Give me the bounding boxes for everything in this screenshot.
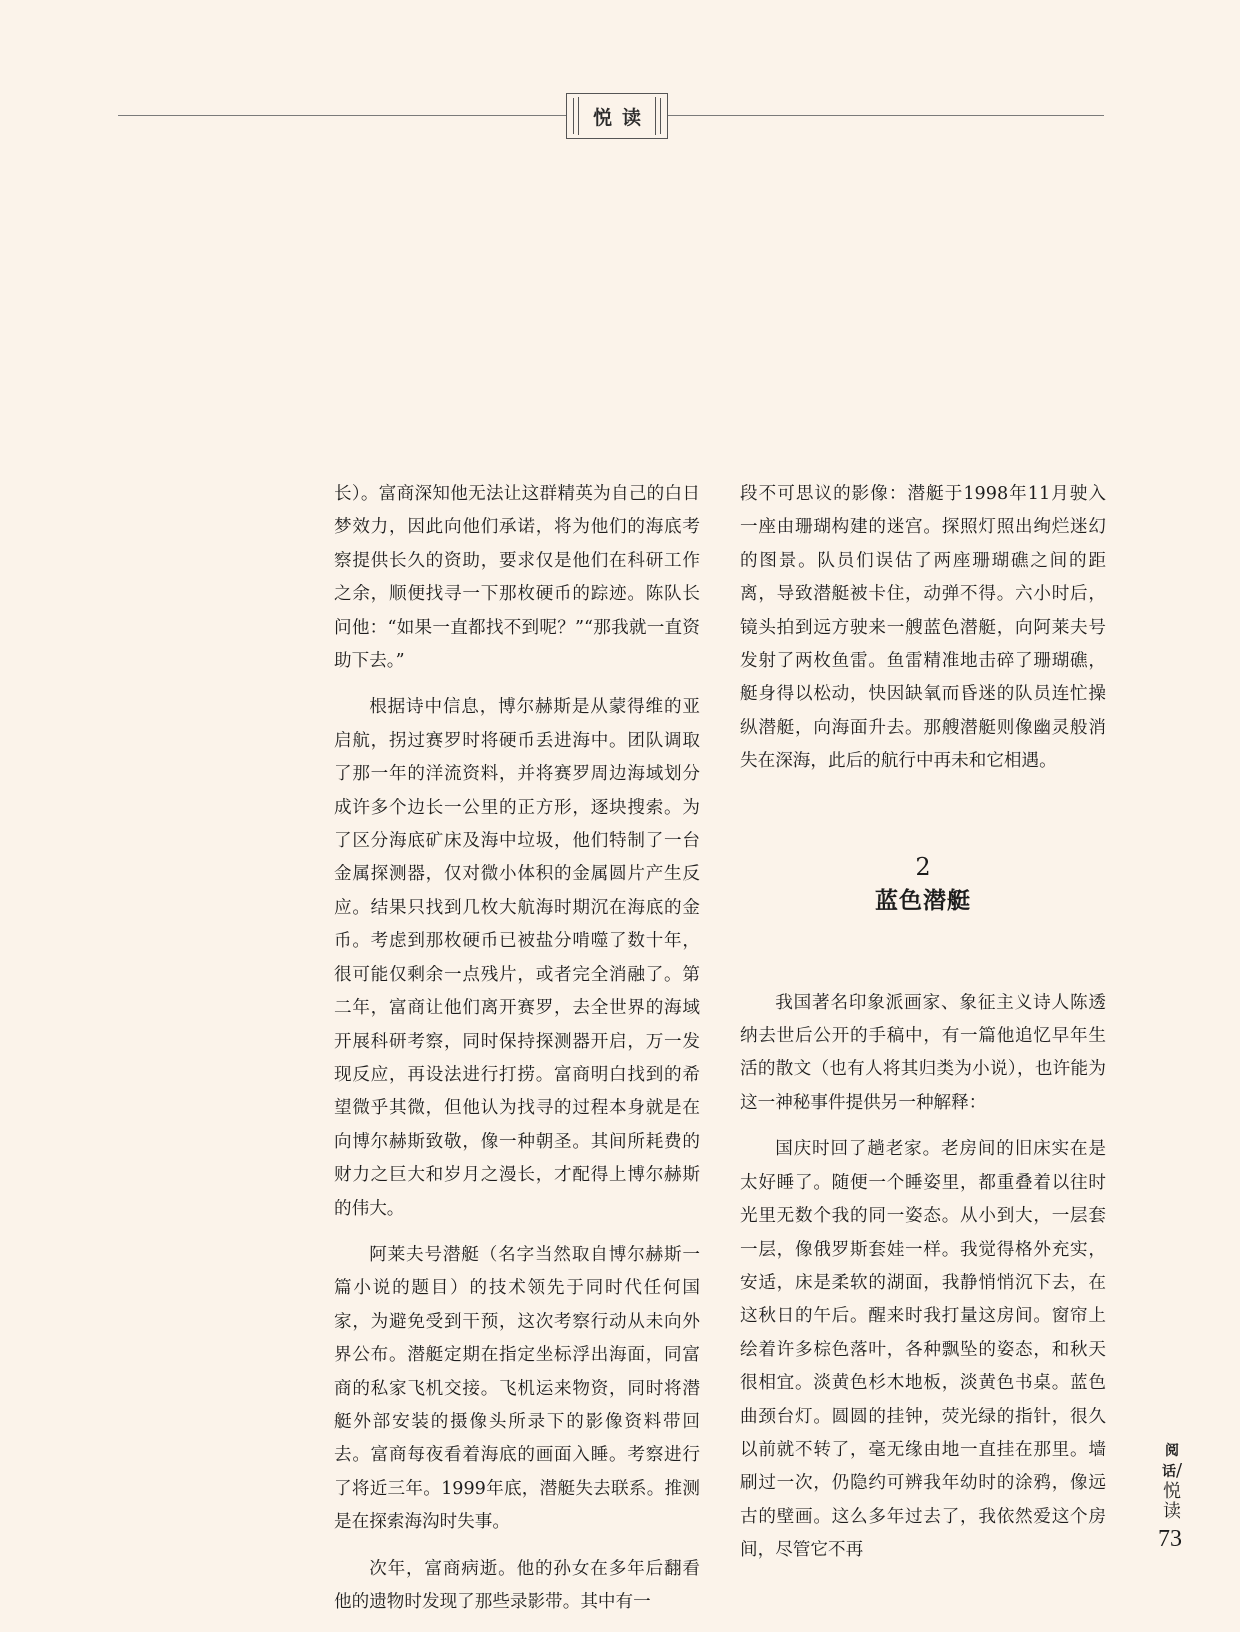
paragraph: 段不可思议的影像：潜艇于1998年11月驶入一座由珊瑚构建的迷宫。探照灯照出绚烂迷幻的图景。队员们误估了两座珊瑚礁之间的距离，导致潜艇被卡住，动弹不得。六小时后，镜头拍到远方驶来一艘蓝色潜艇，向阿莱夫号发射了两枚鱼雷。鱼雷精准地击碎了珊瑚礁，艇身得以松动，快因缺氧而昏迷的队员连忙操纵潜艇，向海面升去。那艘潜艇则像幽灵般消失在深海，此后的航行中再未和它相遇。	[740, 484, 1106, 772]
section-header-badge	[566, 93, 668, 139]
header-rule-right	[668, 115, 1104, 116]
paragraph: 阿莱夫号潜艇（名字当然取自博尔赫斯一篇小说的题目）的技术领先于同时代任何国家，为避免受到干预，这次考察行动从未向外界公布。潜艇定期在指定坐标浮出海面，同富商的私家飞机交接。飞机运来物资，同时将潜艇外部安装的摄像头所录下的影像资料带回去。富商每夜看着海底的画面入睡。考察进行了将近三年。1999年底，潜艇失去联系。推测是在探索海沟时失事。	[334, 1244, 700, 1533]
paragraph: 根据诗中信息，博尔赫斯是从蒙得维的亚启航，拐过赛罗时将硬币丢进海中。团队调取了那一年的洋流资料，并将赛罗周边海域划分成许多个边长一公里的正方形，逐块搜索。为了区分海底矿床及海中垃圾，他们特制了一台金属探测器，仅对微小体积的金属圆片产生反应。结果只找到几枚大航海时期沉在海底的金币。考虑到那枚硬币已被盐分啃噬了数十年，很可能仅剩余一点残片，或者完全消融了。第二年，富商让他们离开赛罗，去全世界的海域开展科研考察，同时保持探测器开启，万一发现反应，再设法进行打捞。富商明白找到的希望微乎其微，但他认为找寻的过程本身就是在向博尔赫斯致敬，像一种朝圣。其间所耗费的财力之巨大和岁月之漫长，才配得上博尔赫斯的伟大。	[334, 697, 700, 1219]
label-separator: /	[1175, 1460, 1183, 1481]
section-title: 蓝色潜艇	[875, 886, 971, 914]
paragraph: 我国著名印象派画家、象征主义诗人陈透纳去世后公开的手稿中，有一篇他追忆早年生活的散文（也有人将其归类为小说），也许能为这一神秘事件提供另一种解释：	[740, 992, 1106, 1113]
margin-section-name: 悦读	[1163, 1481, 1181, 1522]
margin-section-label	[1160, 1440, 1184, 1522]
right-text-column	[740, 478, 1106, 1581]
page-number: 73	[1158, 1526, 1182, 1552]
section-header-title: 悦读	[592, 107, 651, 129]
paragraph: 长）。富商深知他无法让这群精英为自己的白日梦效力，因此向他们承诺，将为他们的海底考察提供长久的资助，要求仅是他们在科研工作之余，顺便找寻一下那枚硬币的踪迹。陈队长问他：“如果一直都找不到呢？”“那我就一直资助下去。”	[334, 484, 700, 672]
left-text-column	[334, 478, 700, 1632]
section-number: 2	[915, 852, 931, 881]
paragraph: 次年，富商病逝。他的孙女在多年后翻看他的遗物时发现了那些录影带。其中有一	[334, 1558, 700, 1612]
magazine-name: 阅话	[1161, 1443, 1179, 1480]
paragraph: 国庆时回了趟老家。老房间的旧床实在是太好睡了。随便一个睡姿里，都重叠着以往时光里无数个我的同一姿态。从小到大，一层套一层，像俄罗斯套娃一样。我觉得格外充实，安适，床是柔软的湖面，我静悄悄沉下去，在这秋日的午后。醒来时我打量这房间。窗帘上绘着许多棕色落叶，各种飘坠的姿态，和秋天很相宜。淡黄色杉木地板，淡黄色书桌。蓝色曲颈台灯。圆圆的挂钟，荧光绿的指针，很久以前就不转了，毫无缘由地一直挂在那里。墙刷过一次，仍隐约可辨我年幼时的涂鸦，像远古的壁画。这么多年过去了，我依然爱这个房间，尽管它不再	[740, 1139, 1106, 1561]
section-heading	[740, 851, 1106, 919]
header-rule-left	[118, 115, 566, 116]
